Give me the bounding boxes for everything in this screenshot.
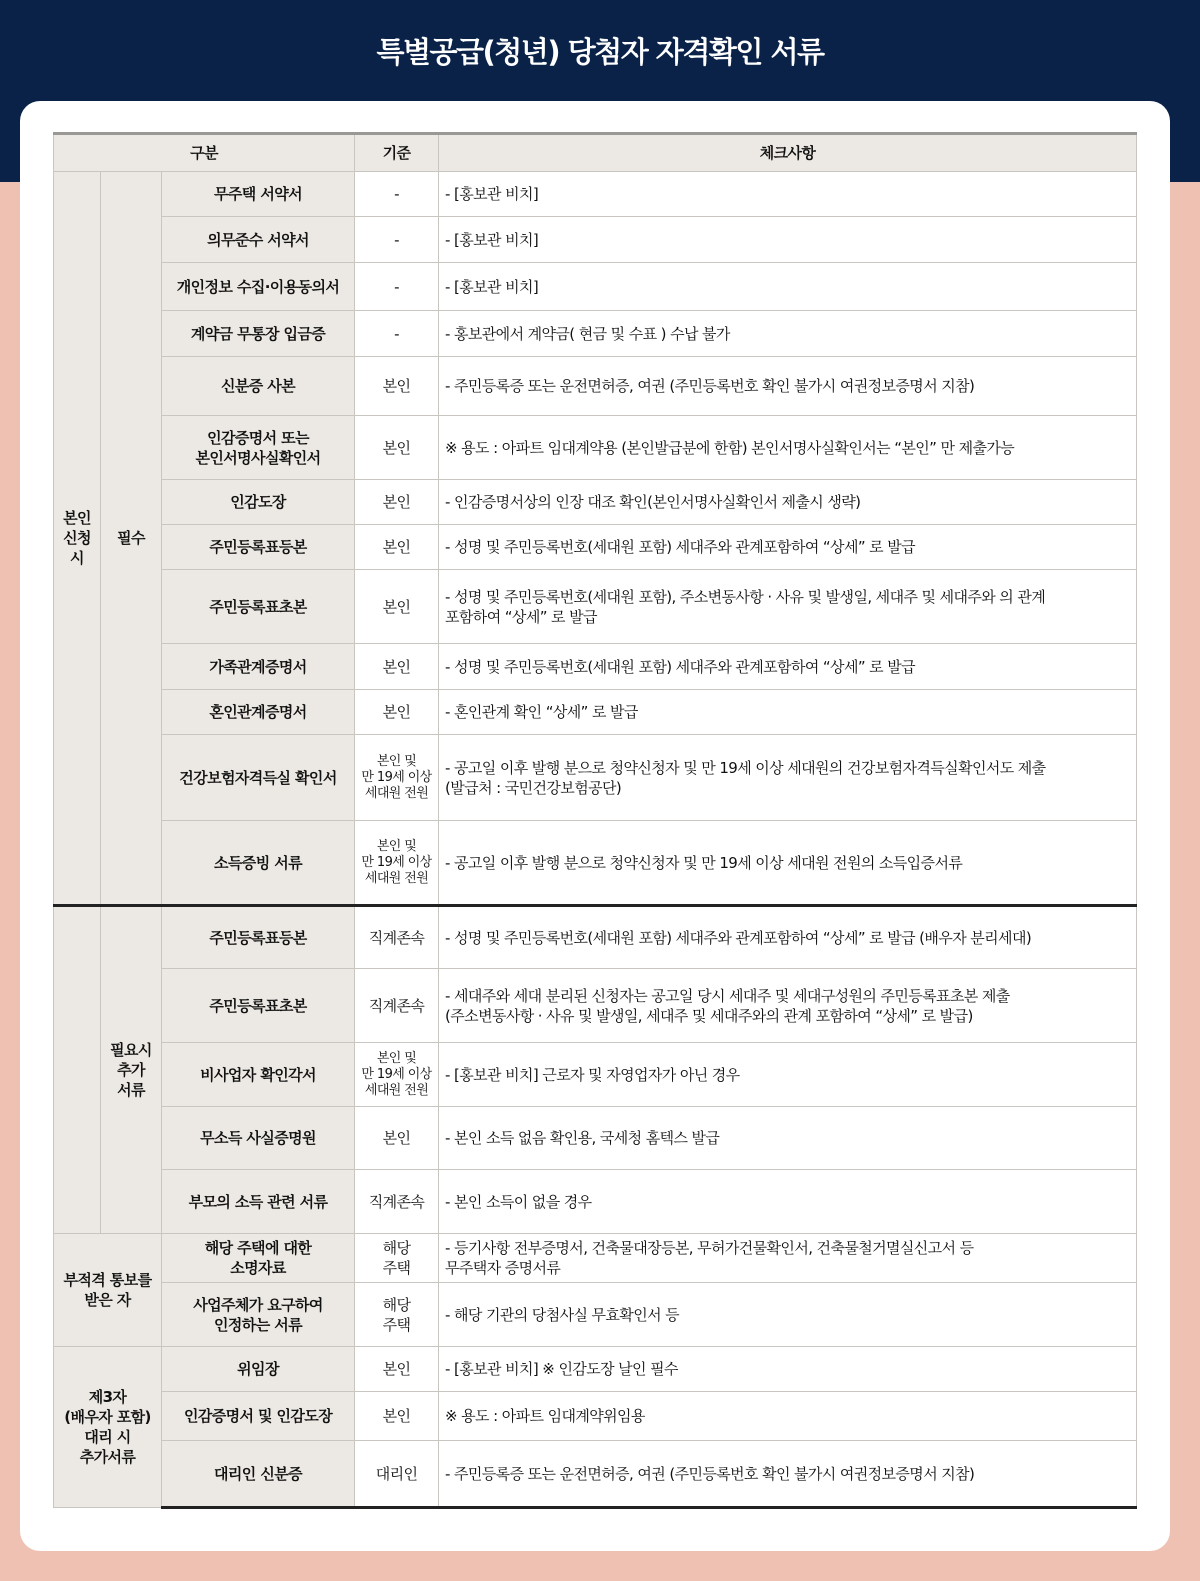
table-row — [54, 263, 1137, 311]
document-name: 신분증 사본 — [162, 357, 355, 416]
criteria-cell: 직계존속 — [355, 969, 439, 1043]
check-note: - 주민등록증 또는 운전면허증, 여권 (주민등록번호 확인 불가시 여권정보증명서 지참) — [439, 357, 1137, 416]
criteria-cell: 본인 — [355, 1392, 439, 1441]
check-note: - 본인 소득이 없을 경우 — [439, 1170, 1137, 1234]
table-row — [54, 735, 1137, 821]
criteria-cell: 본인 — [355, 690, 439, 735]
criteria-cell: - — [355, 311, 439, 357]
document-name: 계약금 무통장 입금증 — [162, 311, 355, 357]
document-name: 소득증빙 서류 — [162, 821, 355, 906]
check-note: - [홍보관 비치] — [439, 172, 1137, 217]
criteria-cell: 본인 및 만 19세 이상 세대원 전원 — [355, 1043, 439, 1107]
document-name: 개인정보 수집·이용동의서 — [162, 263, 355, 311]
document-name: 주민등록표초본 — [162, 570, 355, 644]
group-label: 본인 신청 시 — [54, 172, 101, 906]
criteria-cell: 해당 주택 — [355, 1234, 439, 1283]
table-row — [54, 525, 1137, 570]
document-name: 부모의 소득 관련 서류 — [162, 1170, 355, 1234]
table-row — [54, 644, 1137, 690]
criteria-cell: - — [355, 217, 439, 263]
check-note: - [홍보관 비치] — [439, 263, 1137, 311]
group-label: 부적격 통보를 받은 자 — [54, 1234, 162, 1347]
table-row — [54, 357, 1137, 416]
check-note: - 성명 및 주민등록번호(세대원 포함) 세대주와 관계포함하여 “상세” 로 발급 — [439, 644, 1137, 690]
table-row — [54, 1441, 1137, 1508]
criteria-cell: - — [355, 172, 439, 217]
check-note: - 세대주와 세대 분리된 신청자는 공고일 당시 세대주 및 세대구성원의 주민등록표초본 제출 (주소변동사항 · 사유 및 발생일, 세대주 및 세대주와의 관계 포함하여 “상세” 로 발급) — [439, 969, 1137, 1043]
table-row — [54, 821, 1137, 906]
table-row — [54, 1234, 1137, 1283]
criteria-cell: 본인 — [355, 480, 439, 525]
check-note: - [홍보관 비치] — [439, 217, 1137, 263]
table-row — [54, 1392, 1137, 1441]
document-name: 비사업자 확인각서 — [162, 1043, 355, 1107]
document-name: 대리인 신분증 — [162, 1441, 355, 1508]
document-name: 의무준수 서약서 — [162, 217, 355, 263]
table-row — [54, 1283, 1137, 1347]
document-name: 위임장 — [162, 1347, 355, 1392]
criteria-cell: 본인 — [355, 644, 439, 690]
check-note: - 홍보관에서 계약금( 현금 및 수표 ) 수납 불가 — [439, 311, 1137, 357]
document-name: 인감도장 — [162, 480, 355, 525]
documents-table — [53, 132, 1137, 1509]
document-name: 무주택 서약서 — [162, 172, 355, 217]
table-row — [54, 1170, 1137, 1234]
check-note: - 성명 및 주민등록번호(세대원 포함), 주소변동사항 · 사유 및 발생일, 세대주 및 세대주와 의 관계 포함하여 “상세” 로 발급 — [439, 570, 1137, 644]
document-name: 사업주체가 요구하여 인정하는 서류 — [162, 1283, 355, 1347]
criteria-cell: 직계존속 — [355, 1170, 439, 1234]
table-row — [54, 969, 1137, 1043]
check-note: - 등기사항 전부증명서, 건축물대장등본, 무허가건물확인서, 건축물철거멸실신고서 등 무주택자 증명서류 — [439, 1234, 1137, 1283]
group-label: 제3자 (배우자 포함) 대리 시 추가서류 — [54, 1347, 162, 1508]
check-note: ※ 용도 : 아파트 임대계약위임용 — [439, 1392, 1137, 1441]
header-criteria: 기준 — [355, 134, 439, 172]
table-row — [54, 570, 1137, 644]
table-row — [54, 217, 1137, 263]
criteria-cell: 본인 — [355, 1347, 439, 1392]
table-header-row — [54, 134, 1137, 172]
document-name: 주민등록표등본 — [162, 525, 355, 570]
check-note: ※ 용도 : 아파트 임대계약용 (본인발급분에 한함) 본인서명사실확인서는 “본인” 만 제출가능 — [439, 416, 1137, 480]
criteria-cell: 본인 — [355, 357, 439, 416]
criteria-cell: 본인 및 만 19세 이상 세대원 전원 — [355, 821, 439, 906]
criteria-cell: 본인 및 만 19세 이상 세대원 전원 — [355, 735, 439, 821]
document-name: 인감증명서 및 인감도장 — [162, 1392, 355, 1441]
table-row — [54, 906, 1137, 969]
table-row — [54, 1347, 1137, 1392]
check-note: - 성명 및 주민등록번호(세대원 포함) 세대주와 관계포함하여 “상세” 로 발급 — [439, 525, 1137, 570]
table-row — [54, 1043, 1137, 1107]
document-name: 해당 주택에 대한 소명자료 — [162, 1234, 355, 1283]
document-name: 건강보험자격득실 확인서 — [162, 735, 355, 821]
criteria-cell: 본인 — [355, 1107, 439, 1170]
header-category: 구분 — [54, 134, 355, 172]
page-title: 특별공급(청년) 당첨자 자격확인 서류 — [376, 35, 824, 69]
subgroup-label: 필요시 추가 서류 — [101, 906, 162, 1234]
check-note: - 성명 및 주민등록번호(세대원 포함) 세대주와 관계포함하여 “상세” 로 발급 (배우자 분리세대) — [439, 906, 1137, 969]
document-name: 주민등록표등본 — [162, 906, 355, 969]
criteria-cell: - — [355, 263, 439, 311]
check-note: - [홍보관 비치] ※ 인감도장 날인 필수 — [439, 1347, 1137, 1392]
check-note: - [홍보관 비치] 근로자 및 자영업자가 아닌 경우 — [439, 1043, 1137, 1107]
check-note: - 해당 기관의 당첨사실 무효확인서 등 — [439, 1283, 1137, 1347]
criteria-cell: 직계존속 — [355, 906, 439, 969]
check-note: - 인감증명서상의 인장 대조 확인(본인서명사실확인서 제출시 생략) — [439, 480, 1137, 525]
document-name: 주민등록표초본 — [162, 969, 355, 1043]
table-row — [54, 690, 1137, 735]
criteria-cell: 본인 — [355, 570, 439, 644]
table-row — [54, 311, 1137, 357]
document-name: 인감증명서 또는 본인서명사실확인서 — [162, 416, 355, 480]
check-note: - 주민등록증 또는 운전면허증, 여권 (주민등록번호 확인 불가시 여권정보증명서 지참) — [439, 1441, 1137, 1508]
check-note: - 혼인관계 확인 “상세” 로 발급 — [439, 690, 1137, 735]
document-name: 혼인관계증명서 — [162, 690, 355, 735]
check-note: - 공고일 이후 발행 분으로 청약신청자 및 만 19세 이상 세대원의 건강보험자격득실확인서도 제출 (발급처 : 국민건강보험공단) — [439, 735, 1137, 821]
check-note: - 공고일 이후 발행 분으로 청약신청자 및 만 19세 이상 세대원 전원의 소득입증서류 — [439, 821, 1137, 906]
subgroup-label: 필수 — [101, 172, 162, 906]
document-name: 가족관계증명서 — [162, 644, 355, 690]
table-row — [54, 1107, 1137, 1170]
table-row — [54, 480, 1137, 525]
criteria-cell: 해당 주택 — [355, 1283, 439, 1347]
check-note: - 본인 소득 없음 확인용, 국세청 홈텍스 발급 — [439, 1107, 1137, 1170]
document-name: 무소득 사실증명원 — [162, 1107, 355, 1170]
group-label — [54, 906, 101, 1234]
criteria-cell: 대리인 — [355, 1441, 439, 1508]
header-check: 체크사항 — [439, 134, 1137, 172]
criteria-cell: 본인 — [355, 416, 439, 480]
table-row — [54, 172, 1137, 217]
table-row — [54, 416, 1137, 480]
criteria-cell: 본인 — [355, 525, 439, 570]
